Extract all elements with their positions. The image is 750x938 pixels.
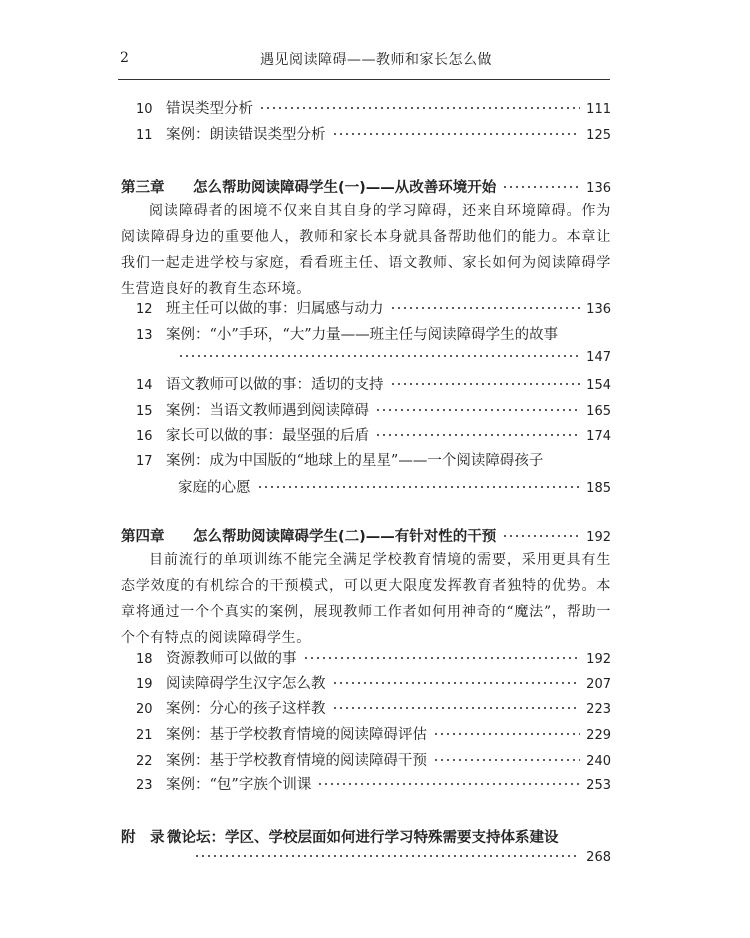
chapter-heading[interactable] [121, 176, 611, 197]
entry-number: 12 [136, 302, 153, 317]
entry-title: 案例：基于学校教育情境的阅读障碍评估 [166, 727, 427, 743]
dot-leader [502, 535, 580, 537]
toc-entry[interactable] [136, 427, 611, 446]
entry-title-continuation: 家庭的心愿 [178, 480, 251, 496]
entry-title: 语文教师可以做的事：适切的支持 [166, 377, 384, 393]
entry-title: 案例：朗读错误类型分析 [166, 127, 326, 143]
entry-title: 案例：“小”手环，“大”力量——班主任与阅读障碍学生的故事 [166, 327, 559, 343]
dot-leader [390, 307, 581, 309]
dot-leader [433, 733, 580, 735]
entry-number: 18 [136, 652, 153, 667]
toc-entry[interactable] [136, 726, 611, 745]
toc-entry-continuation[interactable] [178, 476, 611, 497]
toc-entry-continuation[interactable] [178, 350, 611, 365]
entry-number: 11 [136, 128, 153, 143]
dot-leader [390, 383, 581, 385]
dot-leader [332, 133, 581, 135]
dot-leader [259, 107, 580, 109]
toc-entry[interactable] [136, 100, 611, 119]
dot-leader [317, 783, 580, 785]
entry-page: 165 [586, 404, 611, 419]
entry-number: 10 [136, 102, 153, 117]
dot-leader [257, 486, 581, 488]
chapter-page: 136 [586, 181, 611, 196]
entry-number: 23 [136, 778, 153, 793]
dot-leader [502, 186, 580, 188]
toc-entry[interactable] [136, 452, 611, 471]
entry-number: 21 [136, 728, 153, 743]
entry-page: 147 [586, 350, 611, 365]
chapter-intro: 阅读障碍者的困境不仅来自其自身的学习障碍，还来自环境障碍。作为阅读障碍身边的重要他人，教师和家长本身就具备帮助他们的能力。本章让我们一起走进学校与家庭，看看班主任、语文教师、家长如何为阅读障碍学生营造良好的教育生态环境。 [121, 203, 611, 297]
page-number: 2 [120, 50, 129, 66]
toc-entry[interactable] [136, 326, 611, 345]
entry-number: 16 [136, 429, 153, 444]
appendix-continuation[interactable] [194, 850, 611, 865]
entry-title: 案例：“包”字族个训课 [166, 777, 312, 793]
chapter-title: 怎么帮助阅读障碍学生(一)——从改善环境开始 [193, 180, 497, 196]
entry-number: 14 [136, 378, 153, 393]
dot-leader [178, 355, 580, 357]
entry-number: 17 [136, 454, 153, 469]
entry-page: 229 [586, 728, 611, 743]
entry-title: 家长可以做的事：最坚强的后盾 [166, 428, 369, 444]
appendix-page: 268 [586, 850, 611, 865]
entry-title: 案例：成为中国版的“地球上的星星”——一个阅读障碍孩子 [166, 453, 544, 469]
toc-entry[interactable] [136, 402, 611, 421]
entry-page: 154 [586, 378, 611, 393]
chapter-page: 192 [586, 530, 611, 545]
toc-entry[interactable] [136, 675, 611, 694]
entry-number: 15 [136, 404, 153, 419]
entry-title: 案例：分心的孩子这样教 [166, 701, 326, 717]
entry-page: 125 [586, 128, 611, 143]
entry-title: 案例：当语文教师遇到阅读障碍 [166, 403, 369, 419]
dot-leader [303, 657, 581, 659]
chapter-heading[interactable] [121, 525, 611, 546]
entry-number: 19 [136, 677, 153, 692]
dot-leader [332, 682, 581, 684]
entry-title: 阅读障碍学生汉字怎么教 [166, 676, 326, 692]
entry-number: 13 [136, 328, 153, 343]
chapter-label: 第三章 [121, 180, 165, 196]
entry-page: 136 [586, 302, 611, 317]
dot-leader [375, 434, 580, 436]
entry-title: 错误类型分析 [166, 101, 253, 117]
dot-leader [433, 759, 580, 761]
appendix-label: 附 录 [121, 830, 165, 846]
dot-leader [332, 707, 581, 709]
toc-entry[interactable] [136, 376, 611, 395]
entry-page: 240 [586, 754, 611, 769]
chapter-label: 第四章 [121, 529, 165, 545]
entry-page: 207 [586, 677, 611, 692]
entry-page: 185 [586, 481, 611, 496]
dot-leader [194, 855, 580, 857]
entry-page: 192 [586, 652, 611, 667]
appendix-title: 微论坛：学区、学校层面如何进行学习特殊需要支持体系建设 [167, 830, 559, 846]
toc-entry[interactable] [136, 650, 611, 669]
chapter-intro: 目前流行的单项训练不能完全满足学校教育情境的需要，采用更具有生态学效度的有机综合的干预模式，可以更大限度发挥教育者独特的优势。本章将通过一个个真实的案例，展现教师工作者如何用神奇的“魔法”，帮助一个个有特点的阅读障碍学生。 [121, 552, 611, 646]
entry-page: 111 [586, 102, 611, 117]
header-rule [118, 79, 610, 80]
entry-title: 班主任可以做的事：归属感与动力 [166, 301, 384, 317]
toc-entry[interactable] [136, 300, 611, 319]
toc-entry[interactable] [136, 126, 611, 145]
entry-page: 253 [586, 778, 611, 793]
toc-entry[interactable] [136, 776, 611, 795]
appendix-heading[interactable] [121, 826, 611, 847]
entry-title: 资源教师可以做的事 [166, 651, 297, 667]
toc-entry[interactable] [136, 700, 611, 719]
entry-title: 案例：基于学校教育情境的阅读障碍干预 [166, 753, 427, 769]
toc-entry[interactable] [136, 752, 611, 771]
running-title: 遇见阅读障碍——教师和家长怎么做 [260, 52, 492, 68]
chapter-title: 怎么帮助阅读障碍学生(二)——有针对性的干预 [193, 529, 497, 545]
entry-page: 174 [586, 429, 611, 444]
entry-number: 20 [136, 702, 153, 717]
entry-number: 22 [136, 754, 153, 769]
entry-page: 223 [586, 702, 611, 717]
dot-leader [375, 409, 580, 411]
